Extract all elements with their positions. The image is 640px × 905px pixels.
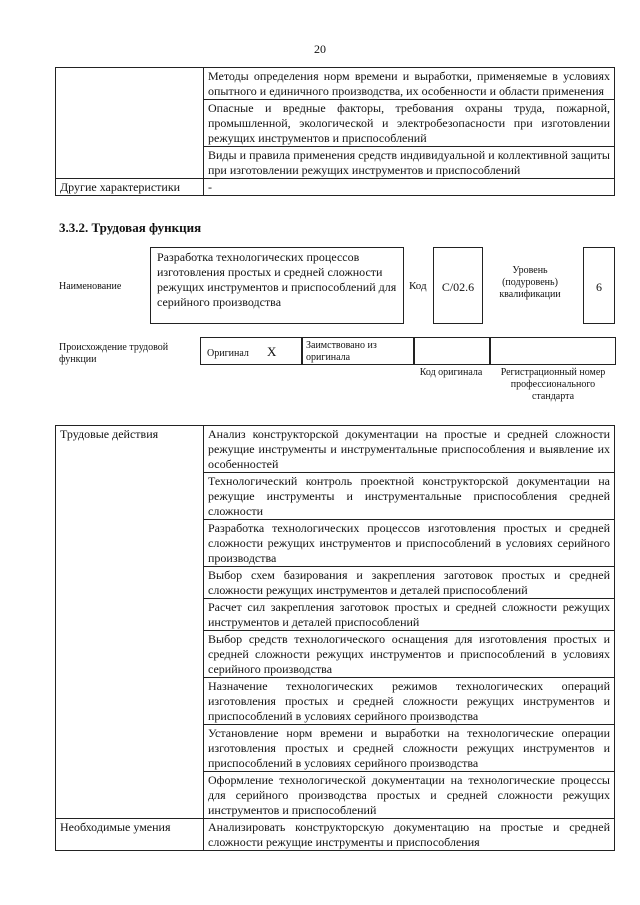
table-row: [56, 68, 615, 100]
original-label: Оригинал: [207, 348, 249, 359]
other-characteristics-label: Другие характеристики: [56, 179, 204, 196]
labor-action-item: Расчет сил закрепления заготовок простых и средней сложности режущих инструментов и деталей приспособлений: [204, 599, 615, 631]
labor-action-item: Выбор средств технологического оснащения для изготовления простых и средней сложности режущих инструментов и приспособлений в условиях серийного производства: [204, 631, 615, 678]
qualification-level-value: 6: [583, 247, 615, 324]
origin-label: Происхождение трудовой функции: [59, 342, 169, 365]
original-code-box: [414, 337, 490, 365]
table-row: [56, 426, 615, 473]
original-code-caption: Код оригинала: [419, 367, 483, 378]
labor-action-item: Установление норм времени и выработки на технологические операции изготовления простых и средней сложности режущих инструментов и приспособлений в условиях серийного производства: [204, 725, 615, 772]
function-code-value: С/02.6: [433, 247, 483, 324]
labor-actions-label: Трудовые действия: [56, 426, 204, 819]
table-cell-text: Опасные и вредные факторы, требования охраны труда, пожарной, промышленной, экологической и электробезопасности при изготовлении режущих инструментов и приспособлений: [204, 100, 615, 147]
registration-number-box: [490, 337, 616, 365]
name-label: Наименование: [59, 281, 122, 292]
skill-item: Анализировать конструкторскую документацию на простые и средней сложности режущие инструменты и приспособления: [204, 819, 615, 851]
table-row: [56, 819, 615, 851]
table-cell-text: Виды и правила применения средств индивидуальной и коллективной защиты при изготовлении режущих инструментов и приспособлений: [204, 147, 615, 179]
other-characteristics-value: -: [204, 179, 615, 196]
labor-action-item: Назначение технологических режимов технологических операций изготовления простых и средней сложности режущих инструментов и приспособлений в условиях серийного производства: [204, 678, 615, 725]
table-row: [56, 179, 615, 196]
labor-actions-table: [55, 425, 615, 851]
borrowed-label: Заимствовано из оригинала: [306, 340, 377, 363]
labor-action-item: Анализ конструкторской документации на простые и средней сложности режущие инструменты и инструментальные приспособления и выявление их особенностей: [204, 426, 615, 473]
original-mark: X: [267, 344, 277, 359]
section-title: 3.3.2. Трудовая функция: [59, 220, 202, 235]
registration-number-caption: Регистрационный номер профессионального стандарта: [500, 367, 606, 402]
labor-action-item: Разработка технологических процессов изготовления простых и средней сложности режущих инструментов и приспособлений в условиях серийного производства: [204, 520, 615, 567]
qualification-level-label: Уровень (подуровень) квалификации: [499, 265, 561, 300]
top-characteristics-table: [55, 67, 615, 196]
skills-label: Необходимые умения: [56, 819, 204, 851]
page-number: 20: [314, 42, 326, 56]
function-name-value: Разработка технологических процессов изготовления простых и средней сложности режущих инструментов и приспособлений для серийного производства: [150, 247, 404, 324]
labor-action-item: Выбор схем базирования и закрепления заготовок простых и средней сложности режущих инструментов и деталей приспособлений: [204, 567, 615, 599]
table-cell-label: [56, 68, 204, 179]
labor-action-item: Технологический контроль проектной конструкторской документации на режущие инструменты и инструментальные приспособления средней сложности: [204, 473, 615, 520]
table-cell-text: Методы определения норм времени и выработки, применяемые в условиях опытного и единичного производства, их особенности и области применения: [204, 68, 615, 100]
labor-action-item: Оформление технологической документации на технологические процессы для серийного производства простых и средней сложности режущих инструментов и приспособлений: [204, 772, 615, 819]
code-label: Код: [409, 280, 427, 292]
